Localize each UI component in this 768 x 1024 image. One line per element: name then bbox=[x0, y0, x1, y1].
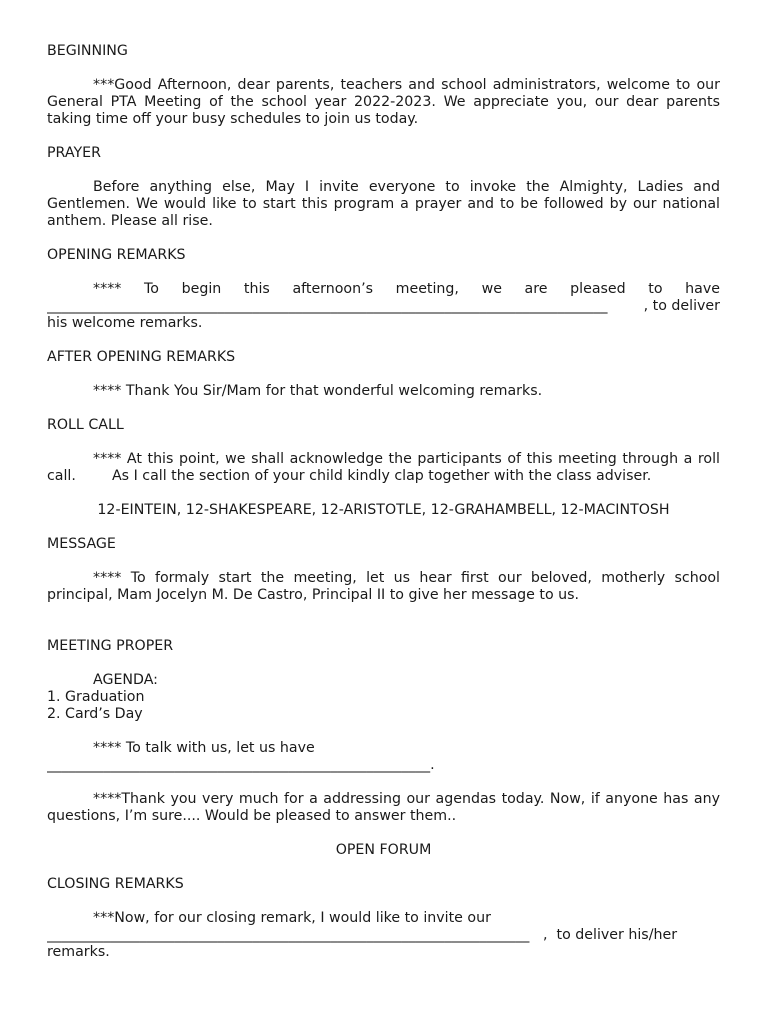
after-opening-heading: AFTER OPENING REMARKS bbox=[47, 349, 236, 365]
open-forum-heading: OPEN FORUM bbox=[335, 842, 432, 858]
agenda-item: 1. Graduation bbox=[47, 689, 145, 705]
closing-line1: ***Now, for our closing remark, I would like to invite our bbox=[93, 910, 491, 926]
opening-remarks-line3: his welcome remarks. bbox=[47, 315, 203, 331]
meeting-proper-heading: MEETING PROPER bbox=[47, 638, 174, 654]
agenda-label: AGENDA: bbox=[93, 672, 158, 688]
closing-blank-row bbox=[47, 927, 720, 944]
thanks-text: ****Thank you very much for a addressing our agendas today. Now, if anyone has any questions, I’m sure.... Would be pleased to answer them.. bbox=[47, 791, 720, 824]
beginning-heading: BEGINNING bbox=[47, 43, 128, 59]
beginning-text: ***Good Afternoon, dear parents, teachers and school administrators, welcome to our General PTA Meeting of the school year 2022-2023. We appreciate you, our dear parents taking time off your busy schedules to join us today. bbox=[47, 77, 720, 127]
closing-blank: ____________________________________________________________________ bbox=[47, 927, 530, 943]
message-text: **** To formaly start the meeting, let us hear first our beloved, motherly school principal, Mam Jocelyn M. De Castro, Principal II to give her message to us. bbox=[47, 570, 720, 603]
prayer-text: Before anything else, May I invite everyone to invoke the Almighty, Ladies and Gentlemen. We would like to start this program a prayer and to be followed by our national anthem. Please all rise. bbox=[47, 179, 720, 229]
opening-remarks-blank-row bbox=[47, 298, 720, 315]
opening-remarks-line1: **** To begin this afternoon’s meeting, we are pleased to have bbox=[93, 281, 720, 297]
closing-remarks-heading: CLOSING REMARKS bbox=[47, 876, 184, 892]
prayer-heading: PRAYER bbox=[47, 145, 101, 161]
closing-line3: remarks. bbox=[47, 944, 110, 960]
program-script bbox=[47, 43, 725, 961]
opening-remarks-blank: _______________________________________________________________________________ bbox=[47, 298, 608, 314]
after-opening-text: **** Thank You Sir/Mam for that wonderful welcoming remarks. bbox=[93, 383, 543, 399]
closing-after-blank: , to deliver his/her bbox=[543, 927, 678, 943]
roll-call-heading: ROLL CALL bbox=[47, 417, 124, 433]
opening-remarks-after-blank: , to deliver bbox=[643, 298, 720, 314]
agenda-item: 2. Card’s Day bbox=[47, 706, 143, 722]
roll-call-sections: 12-EINTEIN, 12-SHAKESPEARE, 12-ARISTOTLE, 12-GRAHAMBELL, 12-MACINTOSH bbox=[97, 502, 670, 518]
talk-line: **** To talk with us, let us have bbox=[93, 740, 315, 756]
message-heading: MESSAGE bbox=[47, 536, 116, 552]
talk-blank: ______________________________________________________. bbox=[47, 757, 435, 773]
roll-call-text: **** At this point, we shall acknowledge the participants of this meeting through a roll call. As I call the section of your child kindly clap together with the class adviser. bbox=[47, 451, 725, 484]
opening-remarks-heading: OPENING REMARKS bbox=[47, 247, 186, 263]
